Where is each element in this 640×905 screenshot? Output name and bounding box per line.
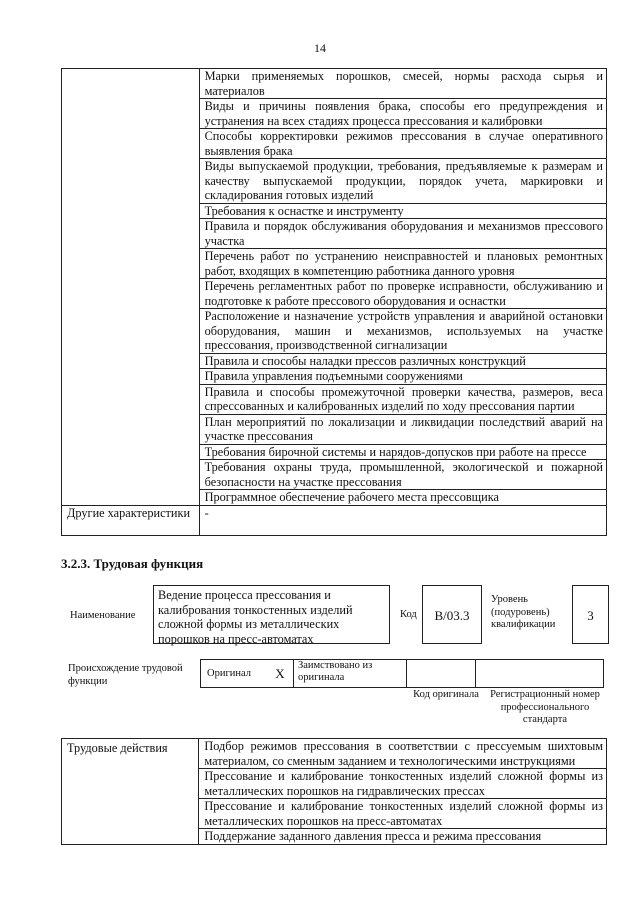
table-cell: Прессование и калибрование тонкостенных изделий сложной формы из металлических порошков на гидравлических прессах [199,769,607,799]
table-cell: Правила и способы промежуточной проверки качества, размеров, веса спрессованных и калиброванных изделий по ходу прессования партии [199,384,606,414]
table-cell: Прессование и калибрование тонкостенных изделий сложной формы из металлических порошков на пресс-автоматах [199,799,607,829]
labor-actions-label: Трудовые действия [62,739,199,845]
table-cell: Перечень регламентных работ по проверке исправности, обслуживанию и подготовке к работе прессового оборудования и оснастки [199,279,606,309]
origin-label: Происхождение трудовой функции [68,663,183,687]
other-characteristics-label: Другие характеристики [62,505,200,535]
table-cell: Расположение и назначение устройств управления и аварийной остановки оборудования, машин и механизмов, используемых на участке прессования, производственной сигнализации [199,309,606,354]
table-row [62,739,607,769]
code-original-label: Код оригинала [413,689,479,700]
original-mark: X [267,660,294,688]
table-cell: Требования охраны труда, промышленной, экологической и пожарной безопасности на участке прессования [199,460,606,490]
code-original-cell [407,660,476,688]
table-row-other [62,505,607,535]
table-cell: Виды и причины появления брака, способы его предупреждения и устранения на всех стадиях процесса прессования и калибровки [199,99,606,129]
level-label: Уровень (подуровень) квалификации [491,594,556,630]
section-title: 3.2.3. Трудовая функция [61,556,204,571]
level-value-box: 3 [572,585,609,644]
table-cell: Поддержание заданного давления пресса и режима прессования [199,829,607,845]
table-cell: Требования к оснастке и инструменту [199,203,606,219]
name-label: Наименование [70,610,136,621]
table-cell: Способы корректировки режимов прессования в случае оперативного выявления брака [199,129,606,159]
function-code-box: B/03.3 [422,585,482,644]
function-name-box: Ведение процесса прессования и калибрования тонкостенных изделий сложной формы из металлических порошков на пресс-автоматах [153,585,390,644]
table-row [201,660,604,688]
labor-actions-table [61,738,607,845]
reg-number-label: Регистрационный номер профессионального стандарта [490,689,600,725]
table-cell: Правила и порядок обслуживания оборудования и механизмов прессового участка [199,219,606,249]
table-cell: Виды выпускаемой продукции, требования, предъявляемые к размерам и качеству выпускаемой продукции, порядок учета, маркировки и складирования готовых изделий [199,159,606,204]
table-cell: Программное обеспечение рабочего места прессовщика [199,490,606,506]
table-row [62,69,607,99]
table-cell: Требования бирочной системы и нарядов-допусков при работе на прессе [199,444,606,460]
table-cell: Марки применяемых порошков, смесей, нормы расхода сырья и материалов [199,69,606,99]
other-characteristics-value: - [199,505,606,535]
origin-table [200,659,604,688]
table-cell: Правила и способы наладки прессов различных конструкций [199,353,606,369]
reg-number-cell [476,660,604,688]
table-cell: План мероприятий по локализации и ликвидации последствий аварий на участке прессования [199,414,606,444]
knowledge-table [61,68,607,536]
page-number: 14 [314,41,326,55]
original-label: Оригинал [201,660,268,688]
table-cell: Подбор режимов прессования в соответствии с прессуемым шихтовым материалом, со сменным заданием и технологическими инструкциями [199,739,607,769]
table-cell: Правила управления подъемными сооружениями [199,369,606,385]
code-label: Код [400,609,417,620]
knowledge-label-cell [62,69,200,506]
table-cell: Перечень работ по устранению неисправностей и плановых ремонтных работ, входящих в компетенцию работника данного уровня [199,249,606,279]
borrowed-label: Заимствовано из оригинала [294,660,407,688]
